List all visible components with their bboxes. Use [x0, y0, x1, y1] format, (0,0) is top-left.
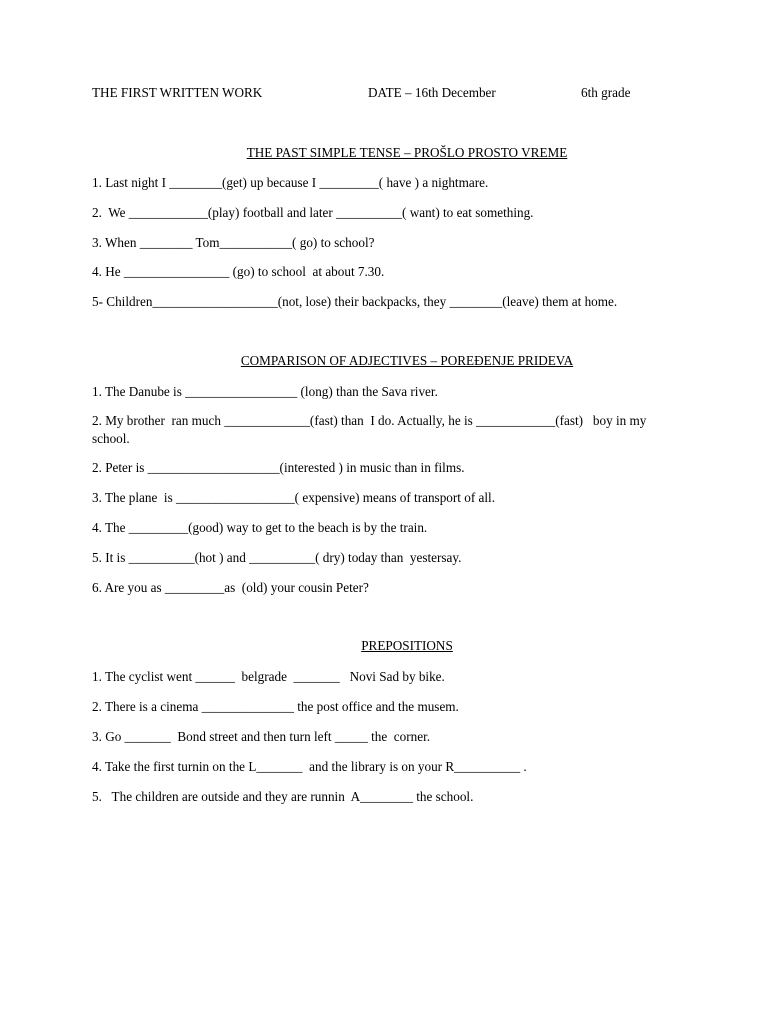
- exercise-item: 1. Last night I ________(get) up because I _________( have ) a nightmare.: [92, 175, 489, 190]
- exercise-item: 3. The plane is __________________( expensive) means of transport of all.: [92, 490, 495, 505]
- exercise-item: 3. Go _______ Bond street and then turn left _____ the corner.: [92, 729, 431, 744]
- exercise-item: 2. We ____________(play) football and later __________( want) to eat something.: [92, 205, 534, 220]
- exercise-item: 3. When ________ Tom___________( go) to school?: [92, 235, 375, 250]
- worksheet-grade: 6th grade: [581, 85, 631, 100]
- exercise-item: 2. There is a cinema ______________ the post office and the musem.: [92, 699, 459, 714]
- exercise-item: 5- Children___________________(not, lose) their backpacks, they ________(leave) them at home.: [92, 294, 618, 309]
- header: [92, 85, 692, 103]
- exercise-item: 4. He ________________ (go) to school at about 7.30.: [92, 264, 385, 279]
- worksheet-date: DATE – 16th December: [368, 85, 496, 100]
- section-title-past-simple: THE PAST SIMPLE TENSE – PROŠLO PROSTO VREME: [246, 145, 568, 160]
- exercise-item: 1. The cyclist went ______ belgrade _______ Novi Sad by bike.: [92, 669, 445, 684]
- exercise-item: 4. The _________(good) way to get to the beach is by the train.: [92, 520, 428, 535]
- exercise-item: 6. Are you as _________as (old) your cousin Peter?: [92, 580, 369, 595]
- exercise-item: 5. The children are outside and they are runnin A________ the school.: [92, 789, 474, 804]
- exercise-item: 4. Take the first turnin on the L_______ and the library is on your R__________ .: [92, 759, 527, 774]
- section-title-prepositions: PREPOSITIONS: [361, 638, 453, 653]
- worksheet-title: THE FIRST WRITTEN WORK: [92, 85, 263, 100]
- exercise-item: 1. The Danube is _________________ (long) than the Sava river.: [92, 384, 438, 399]
- section-title-comparison: COMPARISON OF ADJECTIVES – POREĐENJE PRIDEVA: [240, 353, 574, 368]
- exercise-item: 5. It is __________(hot ) and __________( dry) today than yestersay.: [92, 550, 462, 565]
- exercise-item: 2. My brother ran much _____________(fast) than I do. Actually, he is ____________(fast) boy in my school.: [92, 413, 650, 446]
- exercise-item: 2. Peter is ____________________(interested ) in music than in films.: [92, 460, 465, 475]
